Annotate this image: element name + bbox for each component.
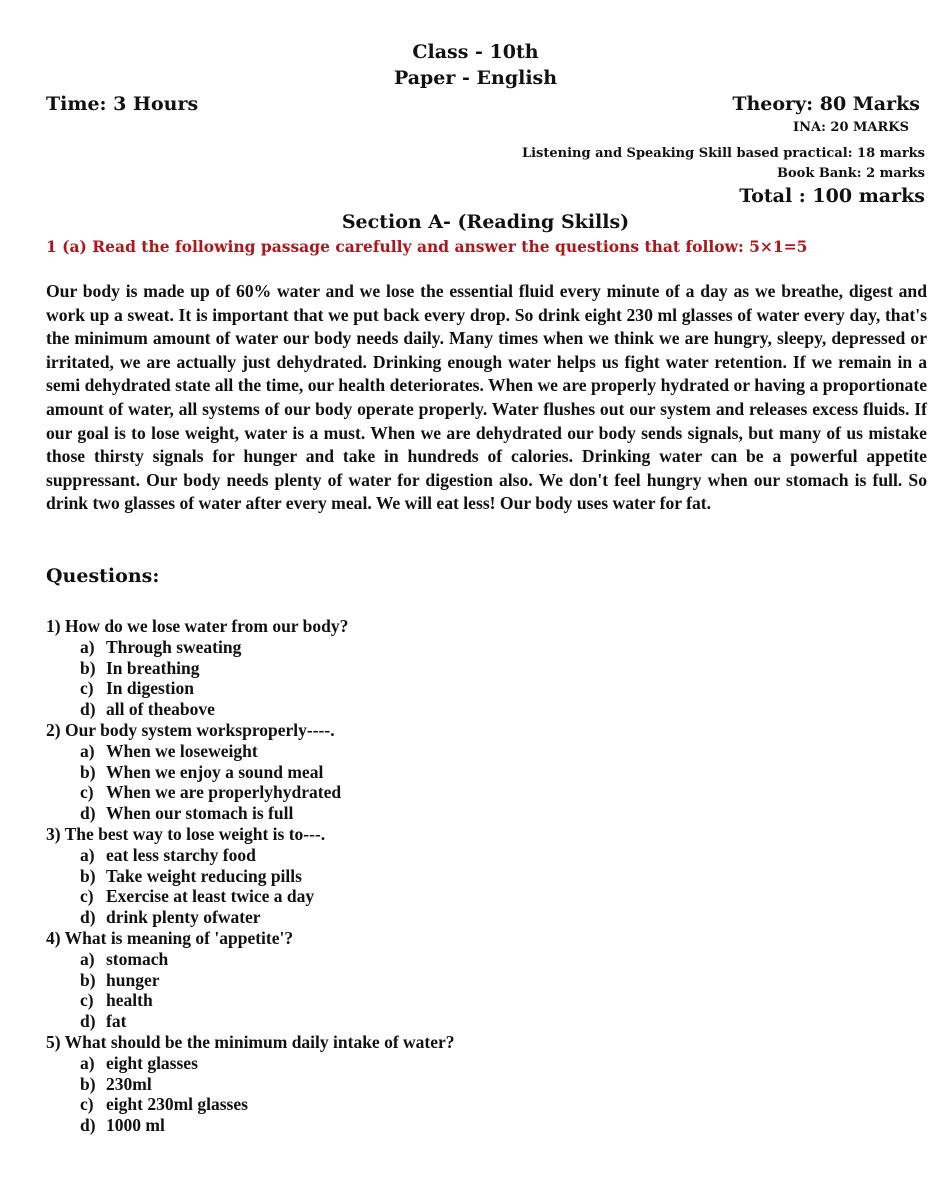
- question: 1) How do we lose water from our body?: [46, 616, 349, 636]
- option-text: health: [106, 990, 153, 1011]
- option-letter: d): [80, 803, 96, 824]
- option-letter: a): [80, 740, 95, 761]
- question: 3) The best way to lose weight is to---.: [46, 823, 326, 844]
- option-letter: d): [80, 699, 96, 720]
- ina-marks: INA: 20 MARKS: [793, 120, 909, 135]
- option-letter: b): [80, 657, 96, 678]
- instruction: 1 (a) Read the following passage carefully and answer the questions that follow: 5×1=5: [46, 237, 808, 256]
- option-text: all of theabove: [106, 699, 215, 720]
- option: [46, 637, 455, 658]
- option: [46, 658, 455, 679]
- option-letter: b): [80, 969, 96, 990]
- option-letter: c): [80, 678, 94, 699]
- option-letter: c): [80, 1094, 94, 1115]
- option: [46, 1115, 455, 1136]
- option: [46, 1011, 455, 1032]
- passage: Our body is made up of 60% water and we lose the essential fluid every minute of a day as we breathe, digest and work up a sweat. It is important that we put back every drop. So drink eight 230 ml glasses of water every day, that's the minimum amount of water our body needs daily. Many times when we think we are hungry, sleepy, depressed or irritated, we are actually just dehydrated. Drinking enough water helps us fight water retention. If we remain in a semi dehydrated state all the time, our health deteriorates. When we are properly hydrated or having a proportionate amount of water, all systems of our body operate properly. Water flushes out our system and releases excess fluids. If our goal is to lose weight, water is a must. When we are dehydrated our body sends signals, but many of us mistake those thirsty signals for hunger and take in hundreds of calories. Drinking water can be a powerful appetite suppressant. Our body needs plenty of water for digestion also. We don't feel hungry when our stomach is full. So drink two glasses of water after every meal. We will eat less! Our body uses water for fat.: [46, 281, 927, 514]
- option-letter: d): [80, 1011, 96, 1032]
- option-text: When we are properlyhydrated: [106, 782, 342, 803]
- option-text: Exercise at least twice a day: [106, 886, 315, 907]
- option: [46, 741, 455, 762]
- option-text: stomach: [106, 948, 169, 969]
- class-title: Class - 10th: [412, 41, 539, 63]
- option-letter: c): [80, 886, 94, 907]
- option: [46, 678, 455, 699]
- option-letter: b): [80, 761, 96, 782]
- option-text: When our stomach is full: [106, 803, 294, 824]
- option: [46, 762, 455, 783]
- option: [46, 699, 455, 720]
- questions-heading: Questions:: [46, 565, 160, 587]
- option-letter: c): [80, 990, 94, 1011]
- option-letter: d): [80, 907, 96, 928]
- option-text: Through sweating: [106, 636, 242, 657]
- option-text: In breathing: [106, 657, 200, 678]
- option-letter: b): [80, 865, 96, 886]
- question: 4) What is meaning of 'appetite'?: [46, 927, 294, 948]
- total-marks: Total : 100 marks: [739, 185, 925, 207]
- option-letter: a): [80, 948, 95, 969]
- option-text: When we enjoy a sound meal: [106, 761, 324, 782]
- question: 2) Our body system worksproperly----.: [46, 719, 335, 740]
- option: [46, 866, 455, 887]
- option-text: eight glasses: [106, 1052, 198, 1073]
- option: [46, 1094, 455, 1115]
- option-letter: a): [80, 636, 95, 657]
- option: [46, 949, 455, 970]
- theory-marks: Theory: 80 Marks: [732, 93, 920, 115]
- listening-marks: Listening and Speaking Skill based practical: 18 marks: [521, 146, 925, 161]
- option: [46, 803, 455, 824]
- option-text: hunger: [106, 969, 160, 990]
- option-letter: a): [80, 844, 95, 865]
- option-letter: d): [80, 1115, 96, 1136]
- option: [46, 1053, 455, 1074]
- option-text: eight 230ml glasses: [106, 1094, 248, 1115]
- option: [46, 970, 455, 991]
- question: 5) What should be the minimum daily intake of water?: [46, 1031, 455, 1052]
- section-title: Section A- (Reading Skills): [341, 211, 630, 233]
- option-text: eat less starchy food: [106, 844, 256, 865]
- option-text: 230ml: [106, 1073, 152, 1094]
- option: [46, 782, 455, 803]
- option-text: Take weight reducing pills: [106, 865, 302, 886]
- option-text: fat: [106, 1011, 127, 1032]
- option: [46, 886, 455, 907]
- option-letter: b): [80, 1073, 96, 1094]
- option-text: drink plenty ofwater: [106, 907, 261, 928]
- option-text: 1000 ml: [106, 1115, 165, 1136]
- option-letter: a): [80, 1052, 95, 1073]
- paper-title: Paper - English: [393, 67, 558, 89]
- time-label: Time: 3 Hours: [46, 93, 199, 115]
- questions-list: [46, 616, 455, 1136]
- option: [46, 990, 455, 1011]
- option: [46, 907, 455, 928]
- option-text: In digestion: [106, 678, 195, 699]
- book-bank-marks: Book Bank: 2 marks: [777, 166, 925, 181]
- option: [46, 1074, 455, 1095]
- option: [46, 845, 455, 866]
- option-letter: c): [80, 782, 94, 803]
- option-text: When we loseweight: [106, 740, 258, 761]
